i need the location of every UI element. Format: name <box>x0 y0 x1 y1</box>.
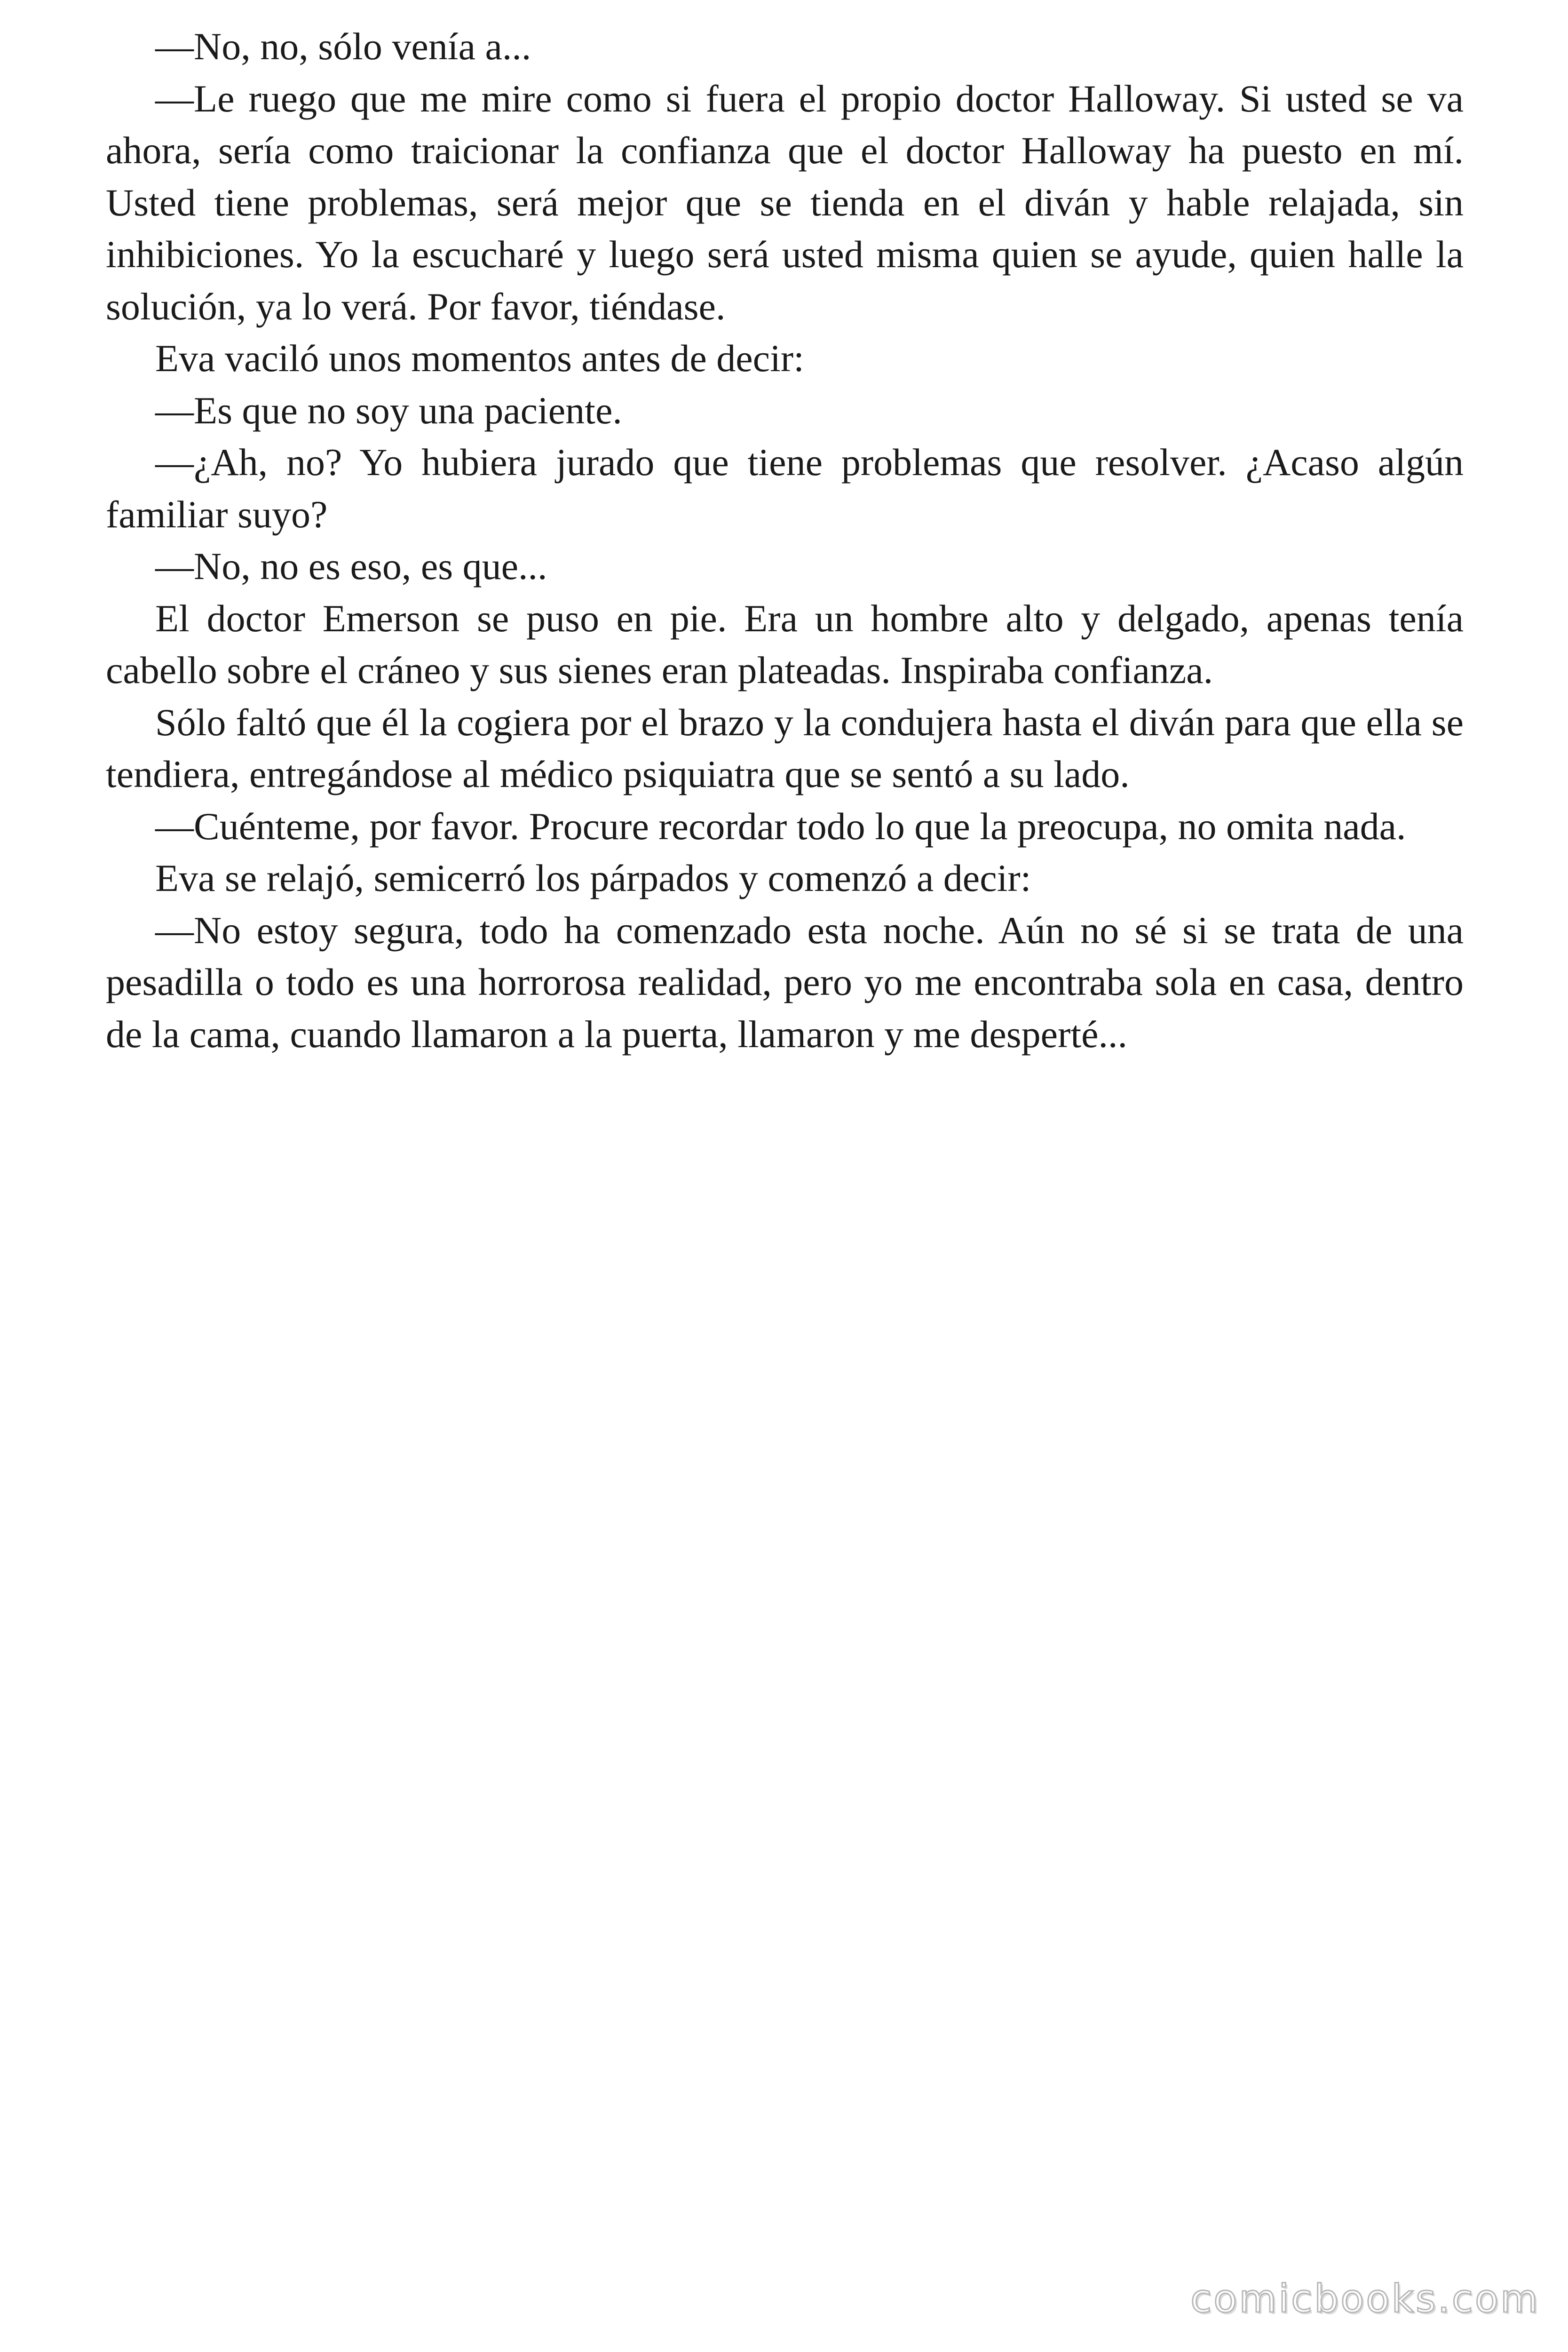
paragraph-5: —¿Ah, no? Yo hubiera jurado que tiene problemas que resolver. ¿Acaso algún familiar suyo? <box>106 441 1464 536</box>
paragraph-7: El doctor Emerson se puso en pie. Era un hombre alto y delgado, apenas tenía cabello sobre el cráneo y sus sienes eran plateadas. Inspiraba confianza. <box>106 596 1464 691</box>
paragraph-4: —Es que no soy una paciente. <box>155 389 622 432</box>
paragraph-6: —No, no es eso, es que... <box>155 545 547 588</box>
body-text <box>106 21 1464 1060</box>
paragraph-11: —No estoy segura, todo ha comenzado esta noche. Aún no sé si se trata de una pesadilla o todo es una horrorosa realidad, pero yo me encontraba sola en casa, dentro de la cama, cuando llamaron a la puerta, llamaron y me desperté... <box>106 908 1464 1056</box>
watermark: comicbooks.com <box>1190 2277 1540 2321</box>
paragraph-3: Eva vaciló unos momentos antes de decir: <box>155 337 804 380</box>
paragraph-2: —Le ruego que me mire como si fuera el propio doctor Halloway. Si usted se va ahora, sería como traicionar la confianza que el doctor Halloway ha puesto en mí. Usted tiene problemas, será mejor que se tienda en el diván y hable relajada, sin inhibiciones. Yo la escucharé y luego será usted misma quien se ayude, quien halle la solución, ya lo verá. Por favor, tiéndase. <box>106 77 1464 328</box>
paragraph-1: —No, no, sólo venía a... <box>155 25 531 68</box>
paragraph-8: Sólo faltó que él la cogiera por el brazo y la condujera hasta el diván para que ella se tendiera, entregándose al médico psiquiatra que se sentó a su lado. <box>106 700 1464 795</box>
paragraph-9: —Cuénteme, por favor. Procure recordar todo lo que la preocupa, no omita nada. <box>155 804 1406 848</box>
paragraph-10: Eva se relajó, semicerró los párpados y comenzó a decir: <box>155 857 1031 899</box>
